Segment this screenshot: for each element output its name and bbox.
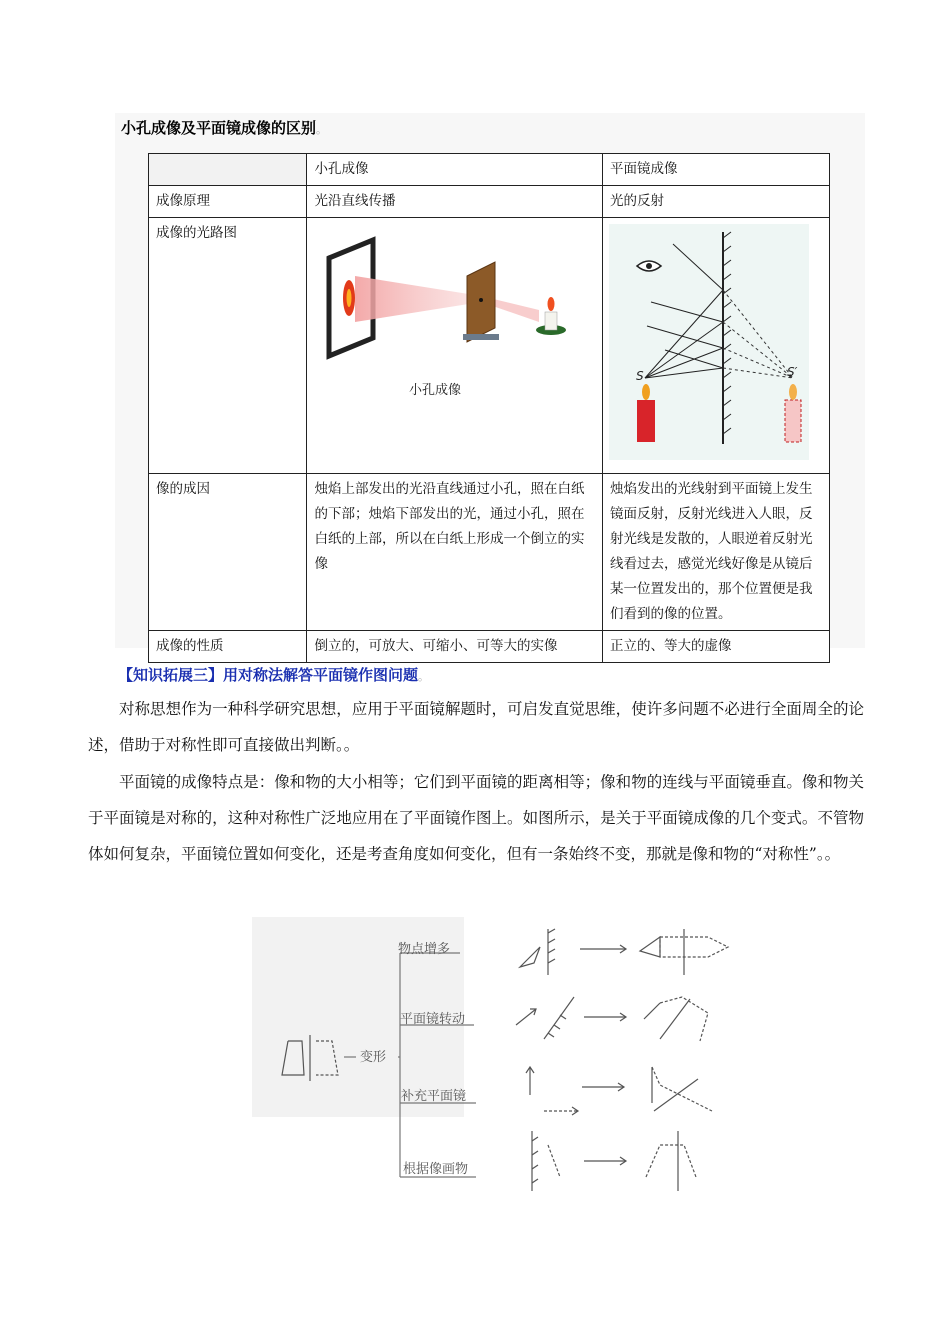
row-add-mirror-icon xyxy=(526,1067,712,1115)
row-label: 成像的性质 xyxy=(149,631,307,663)
mirror-diagram xyxy=(603,218,815,464)
pinhole-diagram-cell xyxy=(307,218,603,474)
row-label: 像的成因 xyxy=(149,474,307,631)
row-label: 成像的光路图 xyxy=(149,218,307,474)
extension-heading-mark: 。 xyxy=(418,670,430,683)
pinhole-diagram xyxy=(307,218,583,464)
table-row xyxy=(149,154,830,186)
label-s-prime: S′ xyxy=(786,365,798,379)
label-s: S xyxy=(635,369,644,383)
section-heading-text: 小孔成像及平面镜成像的区别 xyxy=(121,119,317,137)
cell-pinhole: 光沿直线传播 xyxy=(307,186,603,218)
section-heading xyxy=(121,117,327,138)
cell-pinhole: 倒立的，可放大、可缩小、可等大的实像 xyxy=(307,631,603,663)
object-candle-icon xyxy=(637,400,655,442)
section-heading-mark: 。 xyxy=(316,123,328,136)
header-pinhole: 小孔成像 xyxy=(307,154,603,186)
branch-label: 平面镜转动 xyxy=(400,1012,466,1027)
candle-icon xyxy=(545,312,557,330)
board-stand-icon xyxy=(463,334,499,340)
paragraph-symmetry: 对称思想作为一种科学研究思想，应用于平面镜解题时，可启发直觉思维，使许多问题不必进行全面周全的论述，借助于对称性即可直接做出判断。。 xyxy=(88,700,864,754)
pupil-icon xyxy=(646,263,652,269)
mirror-diagram-cell xyxy=(602,218,829,474)
light-beam-left-icon xyxy=(355,276,481,322)
table-row xyxy=(149,186,830,218)
object-flame-icon xyxy=(642,384,650,400)
row-label: 成像原理 xyxy=(149,186,307,218)
table-row xyxy=(149,631,830,663)
variation-diagram xyxy=(248,915,744,1200)
cell-mirror: 烛焰发出的光线射到平面镜上发生镜面反射，反射光线进入人眼，反射光线是发散的，人眼逆着反射光线看过去，感觉光线好像是从镜后某一位置发出的，那个位置便是我们看到的像的位置。 xyxy=(602,474,829,631)
comparison-table xyxy=(148,153,830,663)
image-candle-icon xyxy=(785,400,801,442)
image-core-icon xyxy=(347,289,352,307)
cell-mirror: 光的反射 xyxy=(602,186,829,218)
pinhole-icon xyxy=(479,298,483,302)
row-more-points-icon xyxy=(520,929,728,975)
table-row xyxy=(149,474,830,631)
cell-mirror: 正立的、等大的虚像 xyxy=(602,631,829,663)
header-blank-cell xyxy=(149,154,307,186)
cell-pinhole: 烛焰上部发出的光沿直线通过小孔，照在白纸的下部；烛焰下部发出的光，通过小孔，照在白纸的上部，所以在白纸上形成一个倒立的实像 xyxy=(307,474,603,631)
header-mirror: 平面镜成像 xyxy=(602,154,829,186)
flame-icon xyxy=(548,297,555,311)
table-row xyxy=(149,218,830,474)
paragraph-mirror-features: 平面镜的成像特点是：像和物的大小相等；它们到平面镜的距离相等；像和物的连线与平面镜垂直。像和物关于平面镜是对称的，这种对称性广泛地应用在了平面镜作图上。如图所示，是关于平面镜成像的几个变式。不管物体如何复杂，平面镜位置如何变化，还是考查角度如何变化，但有一条始终不变，那就是像和物的“对称性”。。 xyxy=(88,773,864,863)
branch-label: 物点增多 xyxy=(398,942,451,957)
row-object-from-image-icon xyxy=(532,1131,696,1191)
branch-label: 补充平面镜 xyxy=(401,1089,467,1104)
image-flame-icon xyxy=(789,384,797,400)
extension-heading xyxy=(118,664,429,685)
extension-heading-text: 【知识拓展三】用对称法解答平面镜作图问题 xyxy=(118,666,419,684)
branch-label: 根据像画物 xyxy=(403,1162,469,1177)
center-label: 变形 xyxy=(360,1050,387,1065)
pinhole-caption: 小孔成像 xyxy=(409,383,462,398)
row-mirror-rotation-icon xyxy=(516,997,708,1041)
